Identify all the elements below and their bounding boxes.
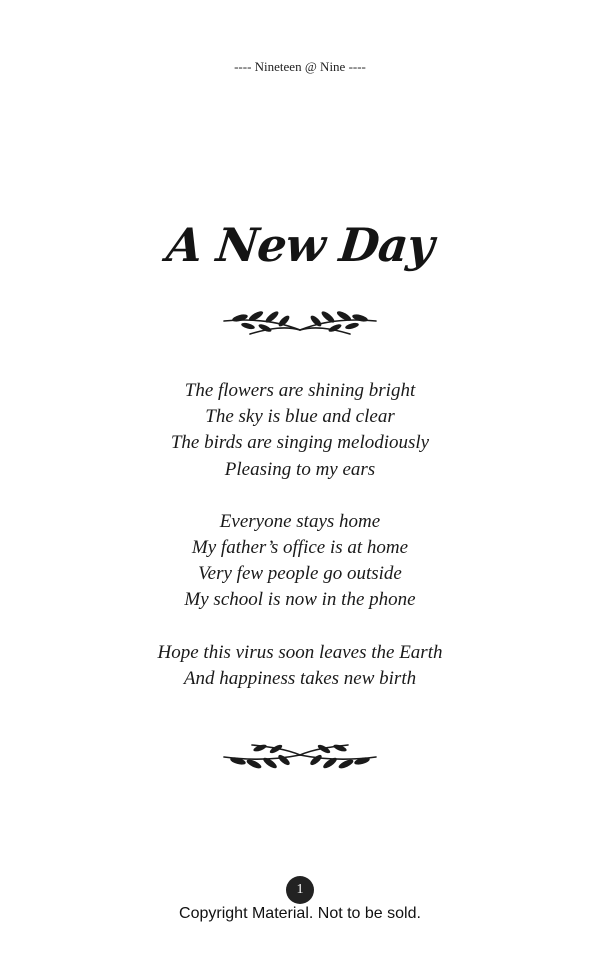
running-header: ---- Nineteen @ Nine ---- — [234, 59, 366, 74]
poem-line: Hope this virus soon leaves the Earth — [157, 641, 443, 663]
poem-line: My school is now in the phone — [184, 589, 416, 611]
copyright-notice: Copyright Material. Not to be sold. — [179, 905, 421, 922]
poem-line: My father’s office is at home — [191, 537, 409, 559]
page-number-badge: 1 — [286, 876, 314, 904]
stanza-1 — [0, 378, 600, 483]
laurel-divider-top-icon — [220, 306, 380, 340]
poem-line: Pleasing to my ears — [224, 458, 376, 480]
poem-line: The sky is blue and clear — [205, 406, 395, 428]
poem-line: The flowers are shining bright — [184, 380, 416, 401]
poem-line: The birds are singing melodiously — [170, 432, 430, 454]
poem-body — [0, 378, 600, 718]
poem-line: Everyone stays home — [219, 510, 381, 532]
poem-line: And happiness takes new birth — [183, 667, 417, 689]
poem-line: Very few people go outside — [198, 563, 402, 585]
stanza-2 — [0, 509, 600, 614]
laurel-divider-bottom-icon — [220, 739, 380, 773]
stanza-3 — [0, 640, 600, 692]
poem-title: A New Day — [164, 218, 436, 272]
